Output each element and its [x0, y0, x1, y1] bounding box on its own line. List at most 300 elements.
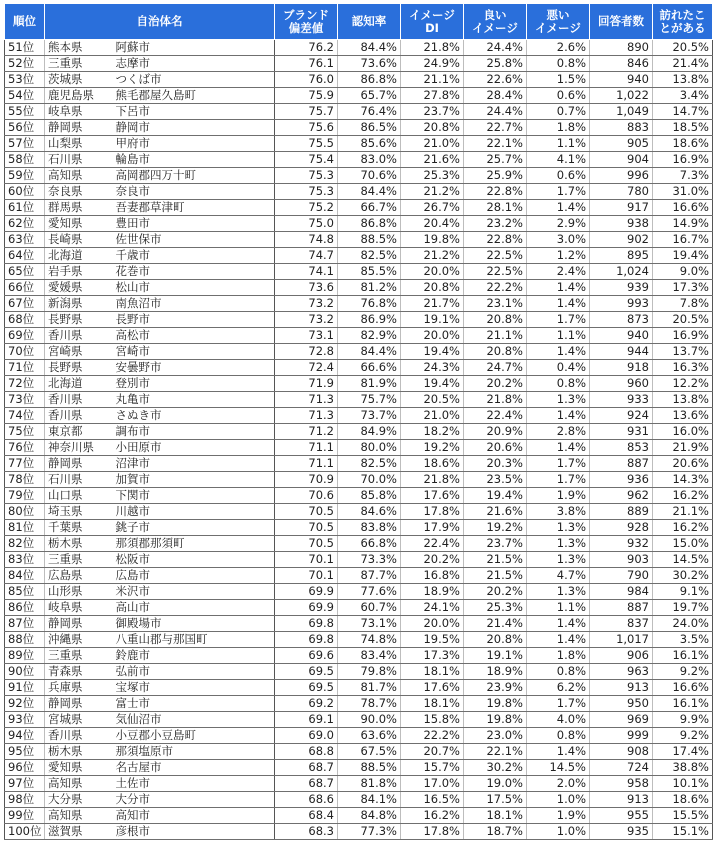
header-respondents: 回答者数: [590, 4, 653, 40]
good-image-cell: 20.8%: [464, 344, 527, 360]
image-di-cell: 27.8%: [401, 88, 464, 104]
image-di-cell: 21.0%: [401, 136, 464, 152]
visited-cell: 3.5%: [653, 632, 713, 648]
municipality-cell: 松阪市: [113, 552, 275, 568]
visited-cell: 16.3%: [653, 360, 713, 376]
rank-cell: 95位: [5, 744, 45, 760]
brand-score-cell: 69.5: [275, 664, 338, 680]
image-di-cell: 22.2%: [401, 728, 464, 744]
brand-score-cell: 68.3: [275, 824, 338, 840]
rank-cell: 56位: [5, 120, 45, 136]
respondents-cell: 908: [590, 744, 653, 760]
respondents-cell: 913: [590, 680, 653, 696]
image-di-cell: 21.6%: [401, 152, 464, 168]
bad-image-cell: 1.3%: [527, 520, 590, 536]
image-di-cell: 16.2%: [401, 808, 464, 824]
rank-cell: 74位: [5, 408, 45, 424]
good-image-cell: 20.6%: [464, 440, 527, 456]
bad-image-cell: 4.0%: [527, 712, 590, 728]
good-image-cell: 21.6%: [464, 504, 527, 520]
good-image-cell: 24.4%: [464, 40, 527, 56]
awareness-cell: 81.7%: [338, 680, 401, 696]
bad-image-cell: 3.8%: [527, 504, 590, 520]
rank-cell: 97位: [5, 776, 45, 792]
rank-cell: 72位: [5, 376, 45, 392]
awareness-cell: 73.6%: [338, 56, 401, 72]
brand-score-cell: 73.2: [275, 296, 338, 312]
awareness-cell: 85.8%: [338, 488, 401, 504]
rank-cell: 67位: [5, 296, 45, 312]
table-row: [5, 232, 713, 248]
image-di-cell: 20.7%: [401, 744, 464, 760]
brand-score-cell: 73.2: [275, 312, 338, 328]
respondents-cell: 999: [590, 728, 653, 744]
visited-cell: 15.0%: [653, 536, 713, 552]
awareness-cell: 73.7%: [338, 408, 401, 424]
prefecture-cell: 埼玉県: [45, 504, 113, 520]
awareness-cell: 87.7%: [338, 568, 401, 584]
prefecture-cell: 奈良県: [45, 184, 113, 200]
image-di-cell: 19.5%: [401, 632, 464, 648]
visited-cell: 13.7%: [653, 344, 713, 360]
table-row: [5, 552, 713, 568]
awareness-cell: 79.8%: [338, 664, 401, 680]
awareness-cell: 83.0%: [338, 152, 401, 168]
respondents-cell: 958: [590, 776, 653, 792]
prefecture-cell: 千葉県: [45, 520, 113, 536]
ranking-table: [4, 3, 713, 840]
visited-cell: 16.9%: [653, 152, 713, 168]
brand-score-cell: 75.6: [275, 120, 338, 136]
prefecture-cell: 神奈川県: [45, 440, 113, 456]
awareness-cell: 83.8%: [338, 520, 401, 536]
good-image-cell: 25.7%: [464, 152, 527, 168]
visited-cell: 7.8%: [653, 296, 713, 312]
municipality-cell: 静岡市: [113, 120, 275, 136]
prefecture-cell: 三重県: [45, 648, 113, 664]
brand-score-cell: 76.0: [275, 72, 338, 88]
image-di-cell: 23.7%: [401, 104, 464, 120]
bad-image-cell: 2.9%: [527, 216, 590, 232]
rank-cell: 91位: [5, 680, 45, 696]
visited-cell: 12.2%: [653, 376, 713, 392]
brand-score-cell: 72.4: [275, 360, 338, 376]
table-row: [5, 536, 713, 552]
image-di-cell: 17.9%: [401, 520, 464, 536]
rank-cell: 79位: [5, 488, 45, 504]
rank-cell: 81位: [5, 520, 45, 536]
municipality-cell: 南魚沼市: [113, 296, 275, 312]
municipality-cell: 気仙沼市: [113, 712, 275, 728]
respondents-cell: 846: [590, 56, 653, 72]
prefecture-cell: 熊本県: [45, 40, 113, 56]
awareness-cell: 86.8%: [338, 72, 401, 88]
awareness-cell: 81.2%: [338, 280, 401, 296]
good-image-cell: 22.1%: [464, 744, 527, 760]
prefecture-cell: 沖縄県: [45, 632, 113, 648]
good-image-cell: 24.7%: [464, 360, 527, 376]
bad-image-cell: 1.3%: [527, 536, 590, 552]
table-row: [5, 520, 713, 536]
bad-image-cell: 1.1%: [527, 600, 590, 616]
rank-cell: 92位: [5, 696, 45, 712]
brand-score-cell: 75.3: [275, 184, 338, 200]
brand-score-cell: 68.7: [275, 776, 338, 792]
municipality-cell: 丸亀市: [113, 392, 275, 408]
municipality-cell: 登別市: [113, 376, 275, 392]
municipality-cell: 宝塚市: [113, 680, 275, 696]
good-image-cell: 20.3%: [464, 456, 527, 472]
visited-cell: 21.4%: [653, 56, 713, 72]
prefecture-cell: 新潟県: [45, 296, 113, 312]
table-row: [5, 568, 713, 584]
image-di-cell: 20.5%: [401, 392, 464, 408]
ranking-table-container: [4, 3, 712, 840]
awareness-cell: 81.9%: [338, 376, 401, 392]
prefecture-cell: 鹿児島県: [45, 88, 113, 104]
table-row: [5, 408, 713, 424]
image-di-cell: 20.0%: [401, 616, 464, 632]
prefecture-cell: 香川県: [45, 408, 113, 424]
bad-image-cell: 1.4%: [527, 296, 590, 312]
rank-cell: 93位: [5, 712, 45, 728]
prefecture-cell: 宮城県: [45, 712, 113, 728]
awareness-cell: 63.6%: [338, 728, 401, 744]
rank-cell: 85位: [5, 584, 45, 600]
awareness-cell: 84.4%: [338, 344, 401, 360]
visited-cell: 21.1%: [653, 504, 713, 520]
bad-image-cell: 1.4%: [527, 280, 590, 296]
bad-image-cell: 1.4%: [527, 440, 590, 456]
respondents-cell: 890: [590, 40, 653, 56]
visited-cell: 9.2%: [653, 664, 713, 680]
bad-image-cell: 1.9%: [527, 808, 590, 824]
respondents-cell: 933: [590, 392, 653, 408]
visited-cell: 9.9%: [653, 712, 713, 728]
brand-score-cell: 68.8: [275, 744, 338, 760]
municipality-cell: 高岡郡四万十町: [113, 168, 275, 184]
header-municipality: 自治体名: [45, 4, 275, 40]
good-image-cell: 18.9%: [464, 664, 527, 680]
good-image-cell: 19.8%: [464, 712, 527, 728]
prefecture-cell: 石川県: [45, 152, 113, 168]
respondents-cell: 780: [590, 184, 653, 200]
image-di-cell: 19.2%: [401, 440, 464, 456]
table-row: [5, 808, 713, 824]
bad-image-cell: 0.8%: [527, 664, 590, 680]
municipality-cell: 米沢市: [113, 584, 275, 600]
respondents-cell: 1,049: [590, 104, 653, 120]
respondents-cell: 984: [590, 584, 653, 600]
awareness-cell: 66.7%: [338, 200, 401, 216]
image-di-cell: 17.6%: [401, 680, 464, 696]
table-row: [5, 584, 713, 600]
bad-image-cell: 0.4%: [527, 360, 590, 376]
good-image-cell: 22.5%: [464, 264, 527, 280]
bad-image-cell: 0.8%: [527, 56, 590, 72]
rank-cell: 83位: [5, 552, 45, 568]
visited-cell: 38.8%: [653, 760, 713, 776]
good-image-cell: 21.5%: [464, 568, 527, 584]
prefecture-cell: 栃木県: [45, 744, 113, 760]
respondents-cell: 906: [590, 648, 653, 664]
respondents-cell: 936: [590, 472, 653, 488]
table-row: [5, 360, 713, 376]
brand-score-cell: 75.5: [275, 136, 338, 152]
brand-score-cell: 70.6: [275, 488, 338, 504]
rank-cell: 71位: [5, 360, 45, 376]
image-di-cell: 24.1%: [401, 600, 464, 616]
table-row: [5, 376, 713, 392]
good-image-cell: 19.8%: [464, 696, 527, 712]
good-image-cell: 22.7%: [464, 120, 527, 136]
brand-score-cell: 74.8: [275, 232, 338, 248]
visited-cell: 15.1%: [653, 824, 713, 840]
awareness-cell: 67.5%: [338, 744, 401, 760]
respondents-cell: 887: [590, 456, 653, 472]
prefecture-cell: 愛知県: [45, 216, 113, 232]
visited-cell: 16.2%: [653, 488, 713, 504]
bad-image-cell: 1.7%: [527, 184, 590, 200]
prefecture-cell: 三重県: [45, 56, 113, 72]
respondents-cell: 940: [590, 328, 653, 344]
image-di-cell: 21.1%: [401, 72, 464, 88]
image-di-cell: 22.4%: [401, 536, 464, 552]
bad-image-cell: 1.4%: [527, 408, 590, 424]
visited-cell: 9.1%: [653, 584, 713, 600]
awareness-cell: 84.8%: [338, 808, 401, 824]
table-body: [5, 40, 713, 840]
prefecture-cell: 宮崎県: [45, 344, 113, 360]
respondents-cell: 873: [590, 312, 653, 328]
prefecture-cell: 北海道: [45, 248, 113, 264]
table-row: [5, 200, 713, 216]
brand-score-cell: 73.6: [275, 280, 338, 296]
prefecture-cell: 高知県: [45, 808, 113, 824]
rank-cell: 84位: [5, 568, 45, 584]
awareness-cell: 82.9%: [338, 328, 401, 344]
municipality-cell: 大分市: [113, 792, 275, 808]
rank-cell: 94位: [5, 728, 45, 744]
awareness-cell: 66.8%: [338, 536, 401, 552]
rank-cell: 53位: [5, 72, 45, 88]
good-image-cell: 28.4%: [464, 88, 527, 104]
table-row: [5, 296, 713, 312]
respondents-cell: 917: [590, 200, 653, 216]
prefecture-cell: 東京都: [45, 424, 113, 440]
awareness-cell: 77.6%: [338, 584, 401, 600]
awareness-cell: 82.5%: [338, 248, 401, 264]
municipality-cell: 佐世保市: [113, 232, 275, 248]
visited-cell: 15.5%: [653, 808, 713, 824]
table-row: [5, 88, 713, 104]
image-di-cell: 18.1%: [401, 664, 464, 680]
respondents-cell: 904: [590, 152, 653, 168]
table-row: [5, 472, 713, 488]
good-image-cell: 23.9%: [464, 680, 527, 696]
bad-image-cell: 1.4%: [527, 616, 590, 632]
awareness-cell: 86.5%: [338, 120, 401, 136]
awareness-cell: 84.4%: [338, 184, 401, 200]
prefecture-cell: 静岡県: [45, 696, 113, 712]
awareness-cell: 86.8%: [338, 216, 401, 232]
prefecture-cell: 栃木県: [45, 536, 113, 552]
visited-cell: 9.2%: [653, 728, 713, 744]
awareness-cell: 75.7%: [338, 392, 401, 408]
respondents-cell: 924: [590, 408, 653, 424]
good-image-cell: 23.2%: [464, 216, 527, 232]
good-image-cell: 19.4%: [464, 488, 527, 504]
bad-image-cell: 1.7%: [527, 696, 590, 712]
bad-image-cell: 1.7%: [527, 472, 590, 488]
rank-cell: 51位: [5, 40, 45, 56]
brand-score-cell: 69.6: [275, 648, 338, 664]
awareness-cell: 76.4%: [338, 104, 401, 120]
rank-cell: 75位: [5, 424, 45, 440]
respondents-cell: 837: [590, 616, 653, 632]
awareness-cell: 88.5%: [338, 760, 401, 776]
image-di-cell: 15.8%: [401, 712, 464, 728]
prefecture-cell: 岐阜県: [45, 600, 113, 616]
brand-score-cell: 69.0: [275, 728, 338, 744]
brand-score-cell: 73.1: [275, 328, 338, 344]
visited-cell: 30.2%: [653, 568, 713, 584]
rank-cell: 65位: [5, 264, 45, 280]
rank-cell: 76位: [5, 440, 45, 456]
respondents-cell: 944: [590, 344, 653, 360]
bad-image-cell: 1.8%: [527, 120, 590, 136]
rank-cell: 64位: [5, 248, 45, 264]
bad-image-cell: 1.5%: [527, 72, 590, 88]
prefecture-cell: 長野県: [45, 312, 113, 328]
brand-score-cell: 75.0: [275, 216, 338, 232]
bad-image-cell: 2.6%: [527, 40, 590, 56]
brand-score-cell: 71.9: [275, 376, 338, 392]
visited-cell: 17.4%: [653, 744, 713, 760]
municipality-cell: 沼津市: [113, 456, 275, 472]
municipality-cell: 安曇野市: [113, 360, 275, 376]
prefecture-cell: 愛媛県: [45, 280, 113, 296]
brand-score-cell: 75.9: [275, 88, 338, 104]
bad-image-cell: 1.4%: [527, 200, 590, 216]
prefecture-cell: 広島県: [45, 568, 113, 584]
visited-cell: 17.3%: [653, 280, 713, 296]
good-image-cell: 19.2%: [464, 520, 527, 536]
table-row: [5, 632, 713, 648]
visited-cell: 16.1%: [653, 696, 713, 712]
visited-cell: 16.9%: [653, 328, 713, 344]
image-di-cell: 20.2%: [401, 552, 464, 568]
respondents-cell: 931: [590, 424, 653, 440]
image-di-cell: 18.1%: [401, 696, 464, 712]
image-di-cell: 24.9%: [401, 56, 464, 72]
brand-score-cell: 70.1: [275, 568, 338, 584]
bad-image-cell: 1.3%: [527, 584, 590, 600]
municipality-cell: 宮崎市: [113, 344, 275, 360]
good-image-cell: 30.2%: [464, 760, 527, 776]
bad-image-cell: 1.4%: [527, 632, 590, 648]
awareness-cell: 85.6%: [338, 136, 401, 152]
image-di-cell: 21.8%: [401, 40, 464, 56]
brand-score-cell: 70.9: [275, 472, 338, 488]
image-di-cell: 18.6%: [401, 456, 464, 472]
visited-cell: 20.5%: [653, 40, 713, 56]
image-di-cell: 18.2%: [401, 424, 464, 440]
good-image-cell: 25.3%: [464, 600, 527, 616]
municipality-cell: さぬき市: [113, 408, 275, 424]
good-image-cell: 22.5%: [464, 248, 527, 264]
brand-score-cell: 71.3: [275, 408, 338, 424]
brand-score-cell: 68.4: [275, 808, 338, 824]
good-image-cell: 21.4%: [464, 616, 527, 632]
awareness-cell: 84.6%: [338, 504, 401, 520]
rank-cell: 100位: [5, 824, 45, 840]
brand-score-cell: 76.1: [275, 56, 338, 72]
rank-cell: 55位: [5, 104, 45, 120]
visited-cell: 14.7%: [653, 104, 713, 120]
rank-cell: 69位: [5, 328, 45, 344]
municipality-cell: 彦根市: [113, 824, 275, 840]
respondents-cell: 969: [590, 712, 653, 728]
awareness-cell: 78.7%: [338, 696, 401, 712]
good-image-cell: 22.6%: [464, 72, 527, 88]
awareness-cell: 60.7%: [338, 600, 401, 616]
bad-image-cell: 0.7%: [527, 104, 590, 120]
table-row: [5, 712, 713, 728]
brand-score-cell: 69.5: [275, 680, 338, 696]
good-image-cell: 23.1%: [464, 296, 527, 312]
respondents-cell: 963: [590, 664, 653, 680]
brand-score-cell: 71.1: [275, 440, 338, 456]
table-row: [5, 168, 713, 184]
header-brand-score: ブランド 偏差値: [275, 4, 338, 40]
municipality-cell: 弘前市: [113, 664, 275, 680]
municipality-cell: 富士市: [113, 696, 275, 712]
table-row: [5, 312, 713, 328]
rank-cell: 96位: [5, 760, 45, 776]
header-awareness: 認知率: [338, 4, 401, 40]
rank-cell: 90位: [5, 664, 45, 680]
visited-cell: 7.3%: [653, 168, 713, 184]
rank-cell: 73位: [5, 392, 45, 408]
image-di-cell: 19.1%: [401, 312, 464, 328]
awareness-cell: 84.9%: [338, 424, 401, 440]
rank-cell: 82位: [5, 536, 45, 552]
municipality-cell: 調布市: [113, 424, 275, 440]
bad-image-cell: 3.0%: [527, 232, 590, 248]
image-di-cell: 20.4%: [401, 216, 464, 232]
prefecture-cell: 香川県: [45, 392, 113, 408]
prefecture-cell: 山形県: [45, 584, 113, 600]
good-image-cell: 19.1%: [464, 648, 527, 664]
bad-image-cell: 2.4%: [527, 264, 590, 280]
brand-score-cell: 68.6: [275, 792, 338, 808]
table-row: [5, 776, 713, 792]
table-row: [5, 616, 713, 632]
table-row: [5, 824, 713, 840]
awareness-cell: 84.1%: [338, 792, 401, 808]
visited-cell: 16.6%: [653, 200, 713, 216]
visited-cell: 13.8%: [653, 72, 713, 88]
good-image-cell: 18.1%: [464, 808, 527, 824]
municipality-cell: 小田原市: [113, 440, 275, 456]
rank-cell: 62位: [5, 216, 45, 232]
prefecture-cell: 香川県: [45, 728, 113, 744]
table-row: [5, 328, 713, 344]
visited-cell: 20.6%: [653, 456, 713, 472]
prefecture-cell: 長崎県: [45, 232, 113, 248]
respondents-cell: 938: [590, 216, 653, 232]
